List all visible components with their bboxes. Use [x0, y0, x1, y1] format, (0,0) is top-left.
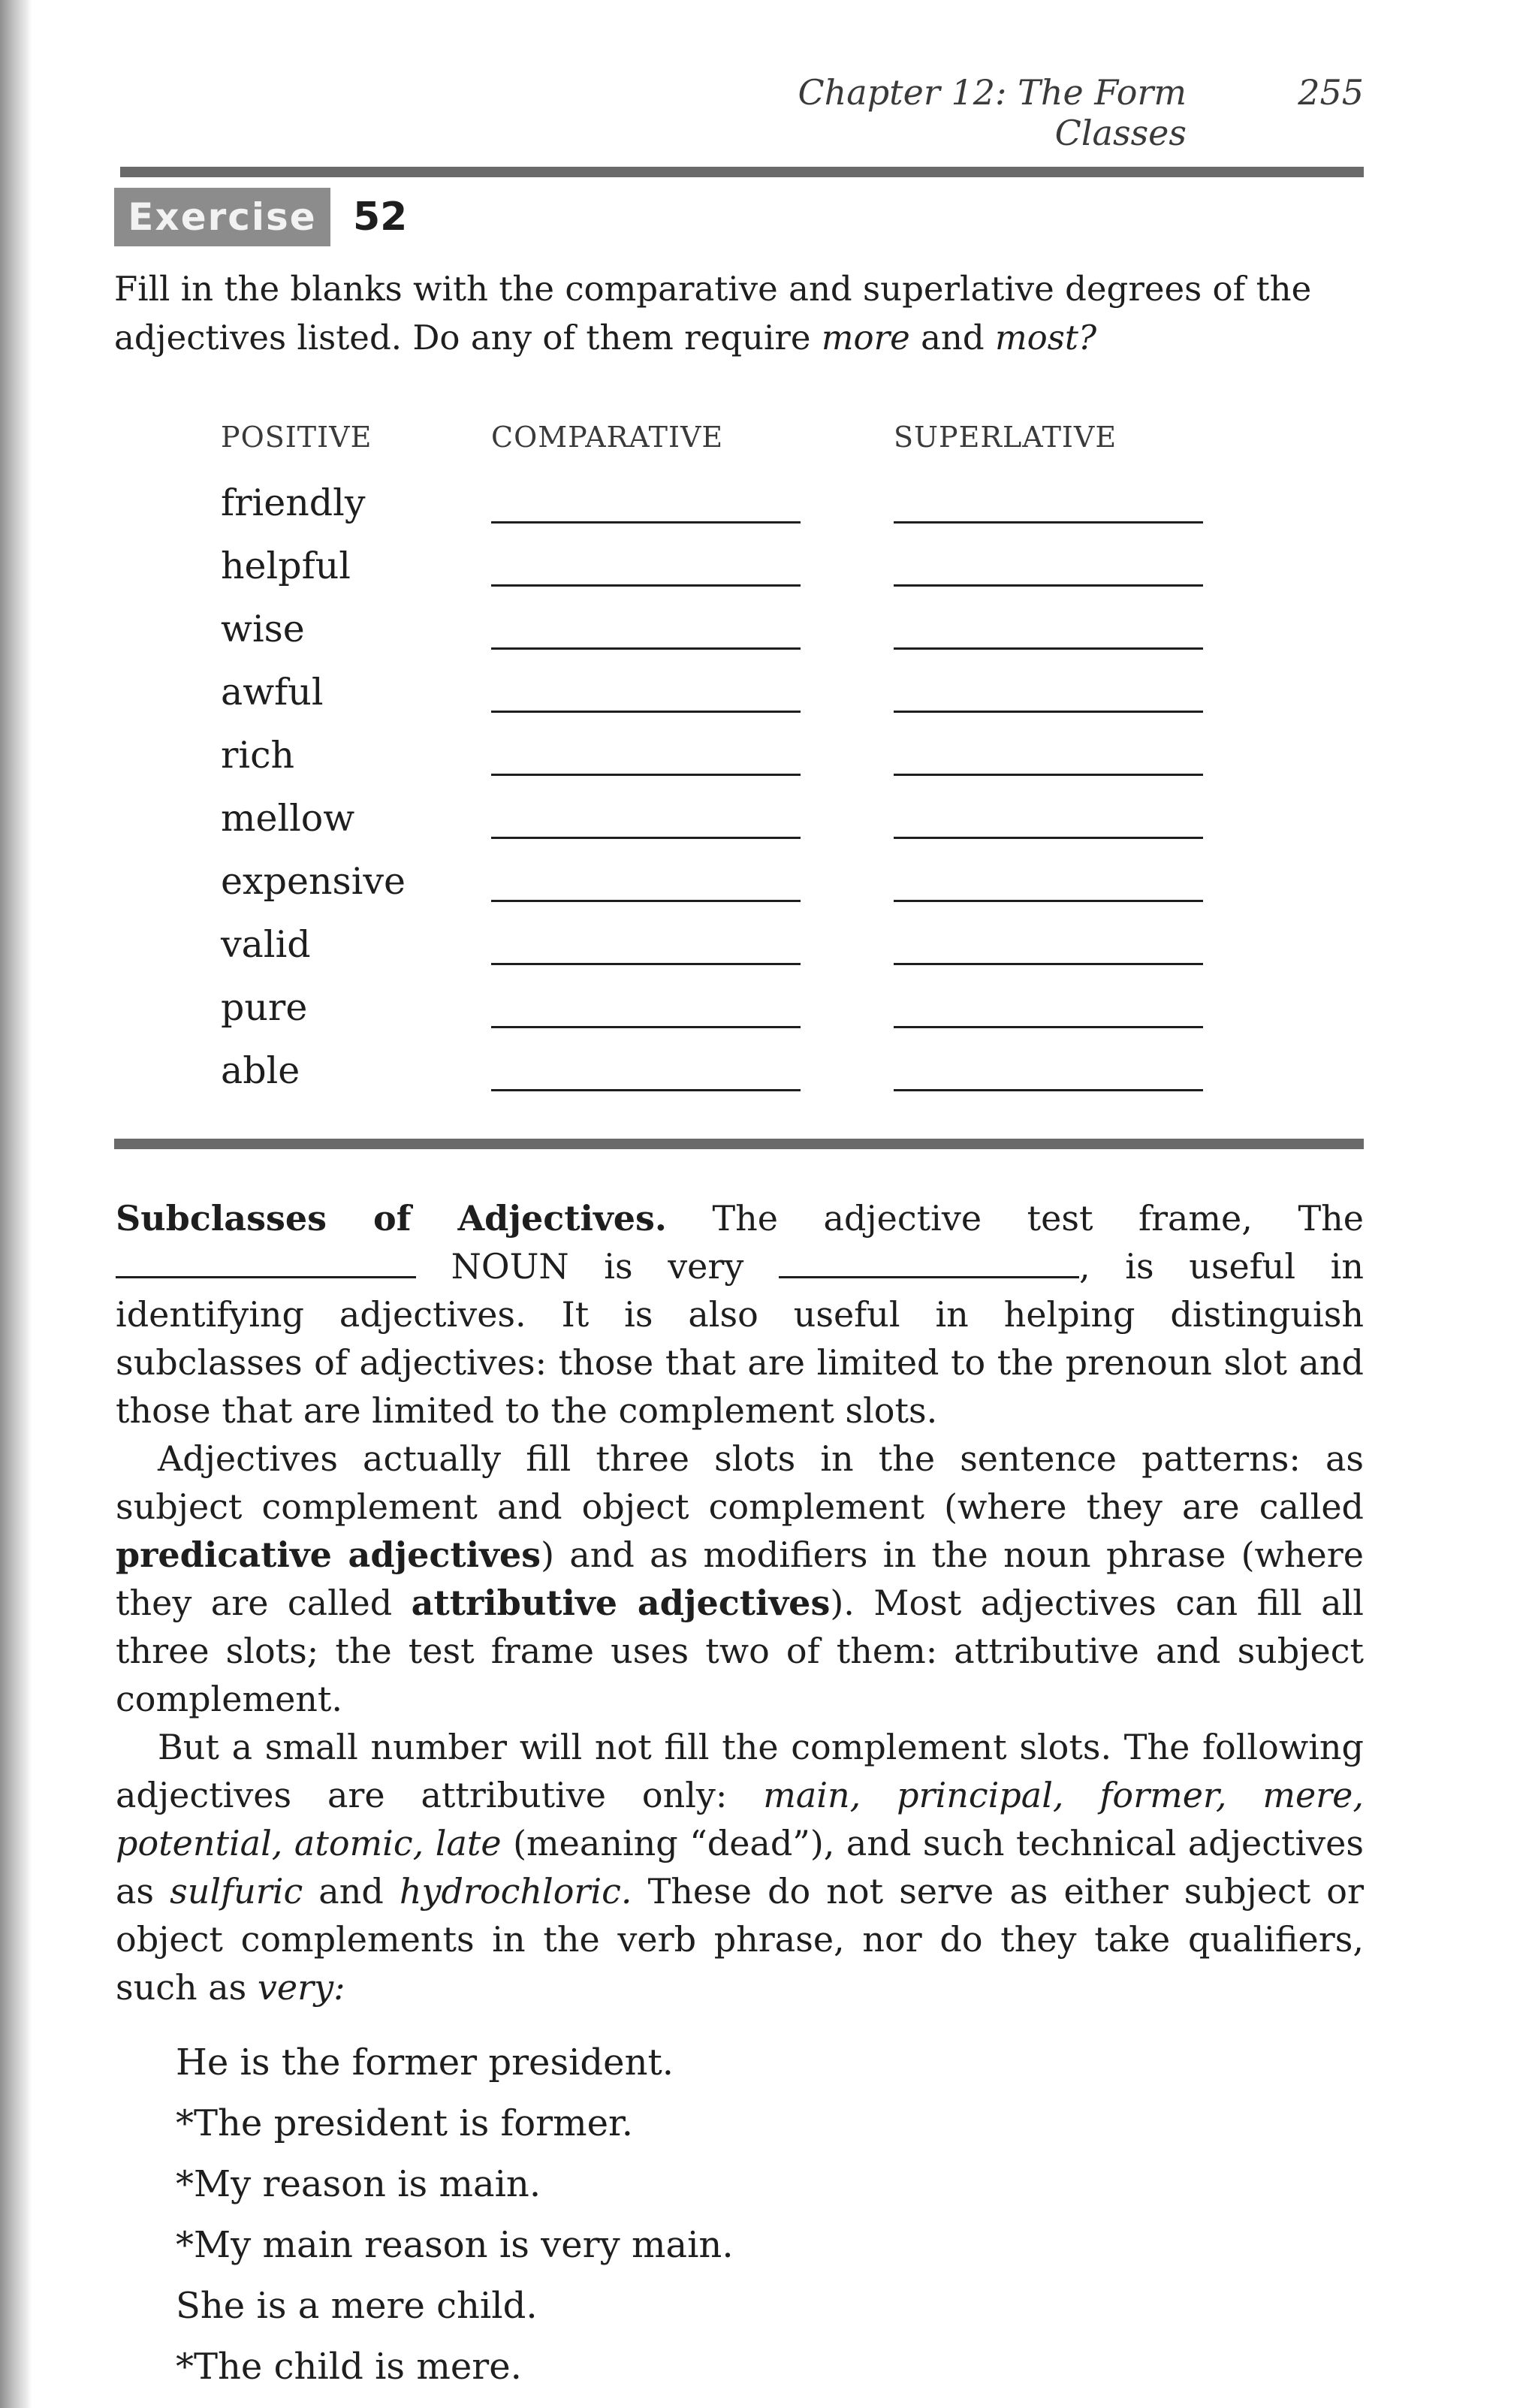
- positive-word: able: [221, 1049, 300, 1092]
- positive-word: expensive: [221, 860, 406, 903]
- term-predicative: predicative adjectives: [116, 1534, 541, 1575]
- comparative-blank[interactable]: [491, 584, 801, 587]
- exercise-row: [0, 1043, 1538, 1106]
- exercise-row: [0, 538, 1538, 601]
- comparative-blank[interactable]: [491, 521, 801, 524]
- exercise-top-rule: [120, 167, 1364, 177]
- positive-word: awful: [221, 671, 324, 714]
- superlative-blank[interactable]: [894, 837, 1203, 839]
- positive-word: helpful: [221, 545, 351, 587]
- section-heading: Subclasses of Adjectives.: [116, 1198, 667, 1239]
- term-attributive: attributive adjectives: [411, 1583, 831, 1623]
- example-sentence: *The president is former.: [176, 2102, 633, 2144]
- column-header-superlative: SUPERLATIVE: [894, 421, 1117, 454]
- comparative-blank[interactable]: [491, 900, 801, 902]
- exercise-row: [0, 979, 1538, 1043]
- exercise-instruction: Fill in the blanks with the comparative and superlative degrees of the adjectives listed. Do any of them require more and most?: [114, 269, 1312, 358]
- superlative-blank[interactable]: [894, 1089, 1203, 1091]
- positive-word: mellow: [221, 797, 355, 840]
- comparative-blank[interactable]: [491, 1026, 801, 1028]
- column-header-comparative: COMPARATIVE: [491, 421, 724, 454]
- comparative-blank[interactable]: [491, 1089, 801, 1091]
- exercise-row: [0, 790, 1538, 853]
- comparative-blank[interactable]: [491, 647, 801, 650]
- comparative-blank[interactable]: [491, 963, 801, 965]
- example-sentence: *The child is mere.: [176, 2346, 522, 2388]
- book-spine-shadow: [0, 0, 32, 2408]
- exercise-row: [0, 601, 1538, 664]
- example-sentence: She is a mere child.: [176, 2285, 538, 2327]
- example-sentence: *My reason is main.: [176, 2163, 541, 2205]
- comparative-blank[interactable]: [491, 774, 801, 776]
- positive-word: pure: [221, 986, 308, 1029]
- page-number: 255: [1298, 72, 1364, 113]
- positive-word: wise: [221, 608, 305, 650]
- exercise-row: [0, 475, 1538, 538]
- superlative-blank[interactable]: [894, 647, 1203, 650]
- superlative-blank[interactable]: [894, 963, 1203, 965]
- test-frame-blank: [116, 1246, 416, 1278]
- positive-word: rich: [221, 734, 295, 777]
- comparative-blank[interactable]: [491, 837, 801, 839]
- comparative-blank[interactable]: [491, 711, 801, 713]
- exercise-label: Exercise: [114, 188, 330, 246]
- superlative-blank[interactable]: [894, 584, 1203, 587]
- test-frame-blank: [779, 1246, 1079, 1278]
- example-list: [116, 2032, 1364, 2397]
- superlative-blank[interactable]: [894, 521, 1203, 524]
- section-body: [116, 1194, 1364, 2397]
- positive-word: friendly: [221, 481, 366, 524]
- superlative-blank[interactable]: [894, 900, 1203, 902]
- exercise-bottom-rule: [114, 1139, 1364, 1149]
- running-head: Chapter 12: The Form Classes: [798, 72, 1187, 153]
- paragraph: Subclasses of Adjectives. The adjective test frame, The NOUN is very , is useful in identifying adjectives. It is also useful in helping distinguish subclasses of adjectives: those that are limited to the prenoun slot and those that are limited to the complement slots.: [116, 1198, 1365, 1431]
- positive-word: valid: [221, 923, 311, 966]
- paragraph: But a small number will not fill the complement slots. The following adjectives are attributive only: main, principal, former, mere, potential, atomic, late (meaning “dead”), and such technical adjectives as sulfuric and hydrochloric. These do not serve as either subject or object complements in the verb phrase, nor do they take qualifiers, such as very:: [116, 1727, 1364, 2008]
- exercise-row: [0, 916, 1538, 979]
- exercise-row: [0, 727, 1538, 790]
- exercise-row: [0, 853, 1538, 916]
- example-sentence: He is the former president.: [176, 2041, 674, 2084]
- superlative-blank[interactable]: [894, 774, 1203, 776]
- paragraph: Adjectives actually fill three slots in the sentence patterns: as subject complement and object complement (where they are called predicative adjectives) and as modifiers in the noun phrase (where they are called attributive adjectives). Most adjectives can fill all three slots; the test frame uses two of them: attributive and subject complement.: [116, 1438, 1365, 1719]
- superlative-blank[interactable]: [894, 1026, 1203, 1028]
- column-header-positive: POSITIVE: [221, 421, 372, 454]
- example-sentence: *My main reason is very main.: [176, 2224, 734, 2266]
- exercise-row: [0, 664, 1538, 727]
- exercise-number: 52: [353, 195, 408, 240]
- superlative-blank[interactable]: [894, 711, 1203, 713]
